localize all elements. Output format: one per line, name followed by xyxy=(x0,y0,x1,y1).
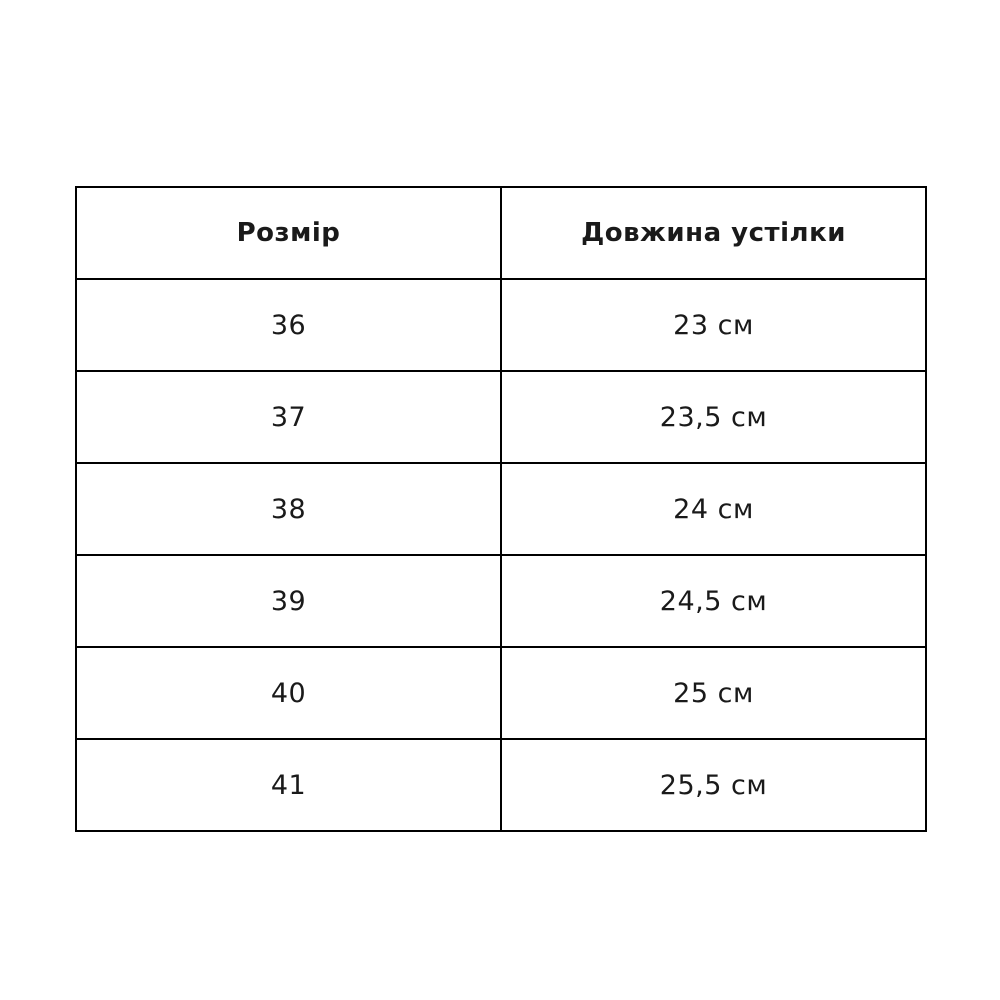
size-table-container xyxy=(75,186,925,832)
cell-size: 39 xyxy=(76,555,501,647)
table-row xyxy=(76,371,926,463)
cell-size: 37 xyxy=(76,371,501,463)
cell-size: 38 xyxy=(76,463,501,555)
table-body xyxy=(76,279,926,831)
table-header-row xyxy=(76,187,926,279)
table-row xyxy=(76,647,926,739)
cell-length: 25,5 см xyxy=(501,739,926,831)
column-header-length: Довжина устілки xyxy=(501,187,926,279)
cell-size: 40 xyxy=(76,647,501,739)
cell-length: 24,5 см xyxy=(501,555,926,647)
table-row xyxy=(76,555,926,647)
table-header xyxy=(76,187,926,279)
cell-length: 23 см xyxy=(501,279,926,371)
cell-length: 23,5 см xyxy=(501,371,926,463)
cell-length: 25 см xyxy=(501,647,926,739)
cell-size: 36 xyxy=(76,279,501,371)
table-row xyxy=(76,463,926,555)
table-row xyxy=(76,279,926,371)
table-row xyxy=(76,739,926,831)
cell-size: 41 xyxy=(76,739,501,831)
column-header-size: Розмір xyxy=(76,187,501,279)
cell-length: 24 см xyxy=(501,463,926,555)
size-table xyxy=(75,186,927,832)
